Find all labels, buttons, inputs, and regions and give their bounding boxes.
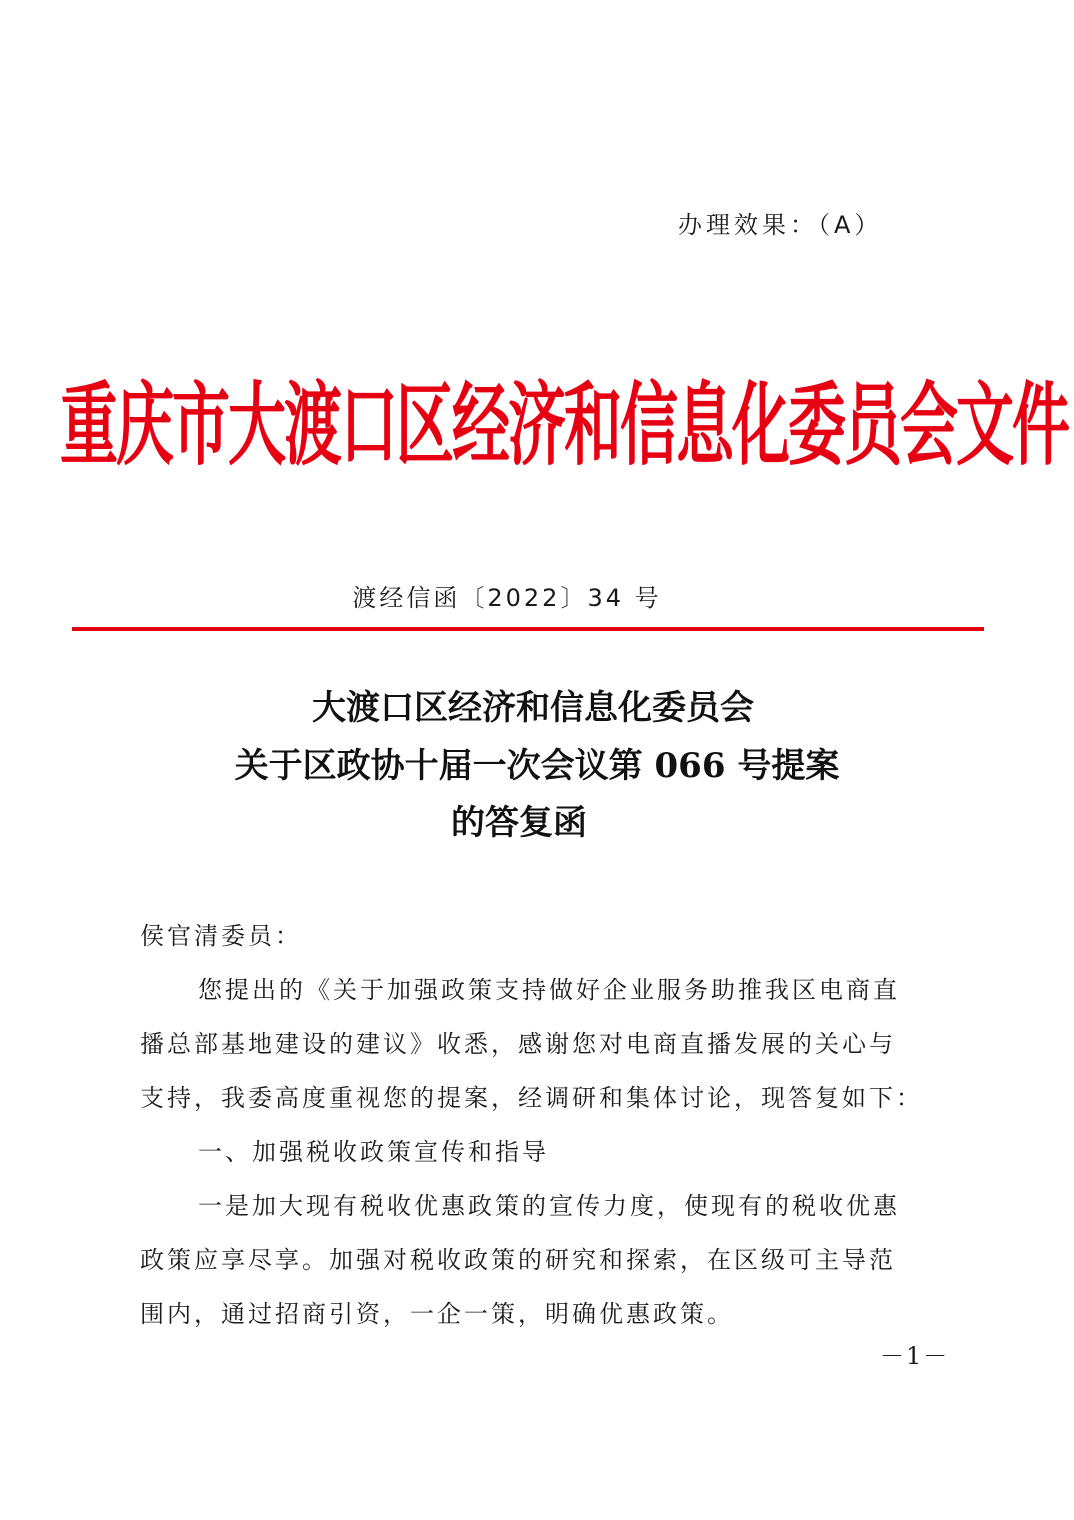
red-separator-line [72, 627, 984, 631]
doc-title-line-1: 大渡口区经济和信息化委员会 [312, 688, 754, 728]
body-line: 播总部基地建设的建议》收悉，感谢您对电商直播发展的关心与 [140, 1030, 896, 1058]
body-line: 围内，通过招商引资，一企一策，明确优惠政策。 [140, 1300, 734, 1328]
doc-title-line-3: 的答复函 [451, 803, 587, 843]
handling-effect: 办理效果：（A） [678, 211, 883, 239]
body-line: 支持，我委高度重视您的提案，经调研和集体讨论，现答复如下： [140, 1084, 923, 1112]
doc-title-line-2: 关于区政协十届一次会议第 066 号提案 [234, 746, 840, 786]
section-heading: 一、加强税收政策宣传和指导 [198, 1138, 549, 1166]
body-line: 政策应享尽享。加强对税收政策的研究和探索，在区级可主导范 [140, 1246, 896, 1274]
issuer-red-header: 重庆市大渡口区经济和信息化委员会文件 [60, 372, 1069, 478]
document-number: 渡经信函〔2022〕34 号 [352, 584, 662, 612]
salutation: 侯官清委员： [140, 922, 302, 950]
page-number: －1－ [880, 1342, 950, 1370]
body-line: 您提出的《关于加强政策支持做好企业服务助推我区电商直 [198, 976, 900, 1004]
body-line: 一是加大现有税收优惠政策的宣传力度，使现有的税收优惠 [198, 1192, 900, 1220]
